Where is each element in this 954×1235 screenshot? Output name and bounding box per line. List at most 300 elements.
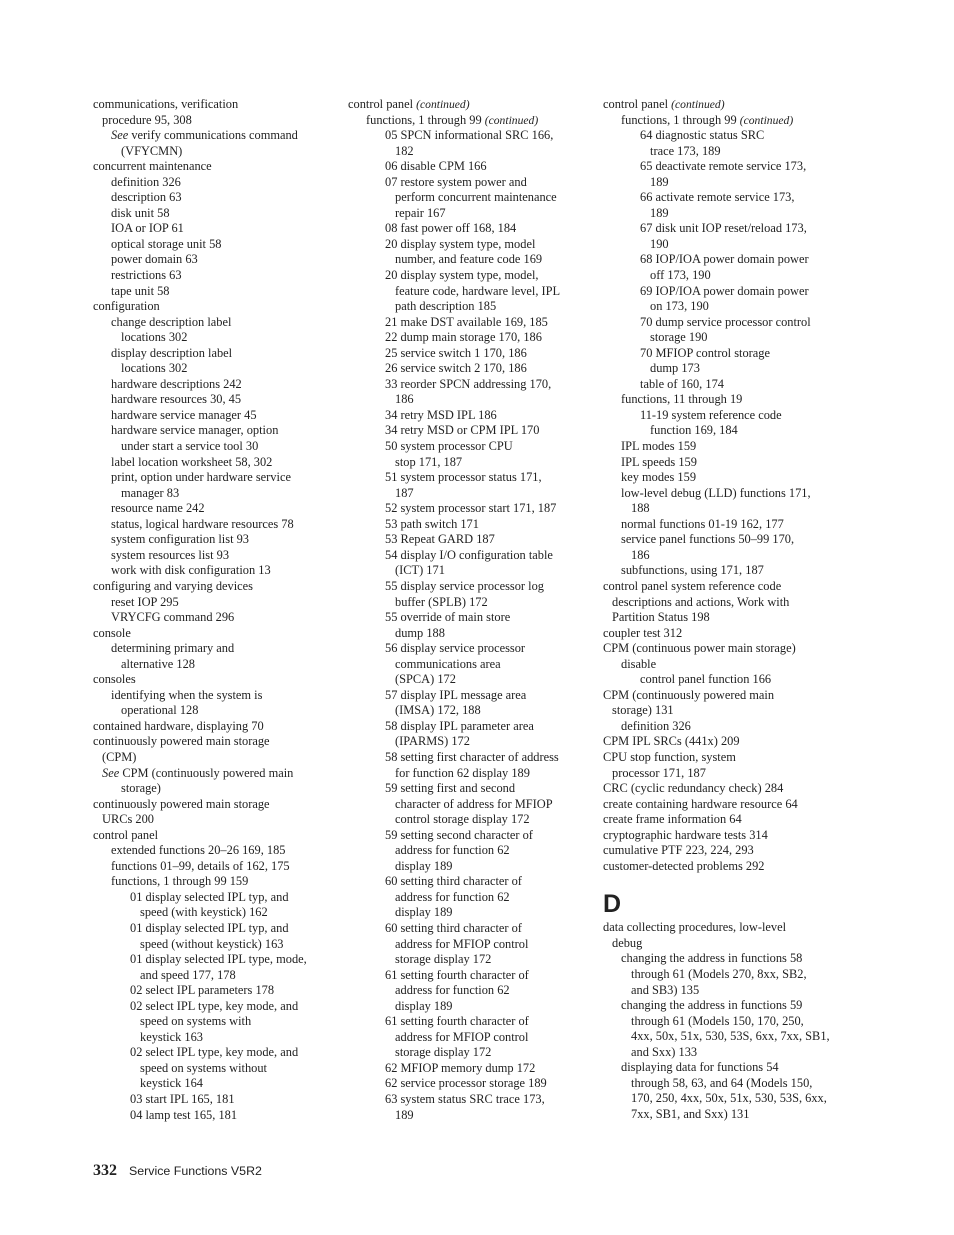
index-entry (348, 952, 588, 968)
index-entry (93, 517, 333, 533)
index-entry-text: 34 retry MSD or CPM IPL 170 (385, 423, 540, 438)
index-entry-text: 07 restore system power and (385, 174, 527, 189)
index-entry (93, 299, 333, 315)
index-entry-text: CPU stop function, system (603, 749, 736, 764)
index-entry (348, 392, 588, 408)
index-entry (603, 501, 848, 517)
index-entry (603, 159, 848, 175)
index-entry (348, 190, 588, 206)
index-entry (348, 284, 588, 300)
index-entry-text: repair 167 (395, 205, 446, 220)
index-entry-text: low-level debug (LLD) functions 171, (621, 485, 811, 500)
index-entry (603, 1076, 848, 1092)
index-entry-text: cumulative PTF 223, 224, 293 (603, 843, 754, 858)
index-entry-text: locations 302 (121, 361, 188, 376)
index-entry-text: 182 (395, 143, 414, 158)
index-entry-text: 68 IOP/IOA power domain power (640, 252, 809, 267)
index-entry (603, 486, 848, 502)
index-entry-text: CRC (cyclic redundancy check) 284 (603, 781, 784, 796)
index-entry (348, 144, 588, 160)
index-entry (93, 719, 333, 735)
index-entry-text: control panel function 166 (640, 672, 772, 687)
index-entry (93, 455, 333, 471)
index-entry (348, 657, 588, 673)
index-entry-text: and SB3) 135 (631, 982, 700, 997)
index-entry-text: communications area (395, 656, 501, 671)
index-entry (348, 812, 588, 828)
index-entry (93, 1092, 333, 1108)
index-entry-text: 58 setting first character of address (385, 749, 559, 764)
index-entry-text: speed on systems without (140, 1060, 267, 1075)
index-entry-text: function 169, 184 (650, 423, 738, 438)
index-entry (348, 268, 588, 284)
index-entry-text: 70 dump service processor control (640, 314, 811, 329)
index-entry-text: (ICT) 171 (395, 563, 445, 578)
index-entry-text: control panel (348, 97, 414, 111)
index-entry-text: disable (621, 656, 657, 671)
see-reference: See (102, 765, 120, 780)
index-entry (603, 1107, 848, 1123)
index-entry-text: dump 173 (650, 361, 700, 376)
index-entry (603, 998, 848, 1014)
index-entry-text: determining primary and (111, 641, 235, 656)
index-entry-text: 34 retry MSD IPL 186 (385, 407, 497, 422)
index-entry-text: 33 reorder SPCN addressing 170, (385, 376, 552, 391)
index-entry (348, 1108, 588, 1124)
index-entry (603, 719, 848, 735)
index-entry-text: control panel (603, 97, 669, 111)
index-entry-text: 70 MFIOP control storage (640, 345, 770, 360)
index-entry-text: control panel (93, 827, 159, 842)
index-entry-text: through 61 (Models 150, 170, 250, (631, 1013, 804, 1028)
index-entry (603, 144, 848, 160)
index-entry (603, 579, 848, 595)
index-entry-text: URCs 200 (102, 812, 154, 827)
index-entry-text: coupler test 312 (603, 625, 683, 640)
index-entry-text: data collecting procedures, low-level (603, 920, 787, 935)
index-entry-text: address for MFIOP control (395, 936, 529, 951)
index-entry-text: 61 setting fourth character of (385, 967, 529, 982)
index-entry (93, 921, 333, 937)
index-entry-text: alternative 128 (121, 656, 195, 671)
index-entry (348, 766, 588, 782)
index-entry-text: 60 setting third character of (385, 920, 522, 935)
index-entry (603, 392, 848, 408)
index-entry-text: cryptographic hardware tests 314 (603, 827, 768, 842)
index-entry (93, 439, 333, 455)
index-entry-text: changing the address in functions 59 (621, 998, 803, 1013)
index-entry (603, 781, 848, 797)
index-entry (603, 920, 848, 936)
index-entry (603, 221, 848, 237)
index-entry-text: (IMSA) 172, 188 (395, 703, 481, 718)
continued-marker: (continued) (739, 113, 794, 127)
index-entry-text: change description label (111, 314, 232, 329)
index-entry (348, 999, 588, 1015)
index-entry (348, 1092, 588, 1108)
index-entry (93, 781, 333, 797)
index-entry (603, 128, 848, 144)
index-entry-text: configuring and varying devices (93, 578, 253, 593)
index-entry-text: 04 lamp test 165, 181 (130, 1107, 238, 1122)
index-entry-text: create frame information 64 (603, 812, 742, 827)
index-entry (93, 501, 333, 517)
index-entry (603, 595, 848, 611)
index-entry (93, 548, 333, 564)
index-entry-text: on 173, 190 (650, 299, 709, 314)
index-entry-text: 64 diagnostic status SRC (640, 128, 765, 143)
index-entry-text: through 61 (Models 270, 8xx, SB2, (631, 966, 807, 981)
index-entry-text: 26 service switch 2 170, 186 (385, 361, 527, 376)
index-entry (348, 361, 588, 377)
index-entry (348, 532, 588, 548)
index-entry (348, 97, 588, 113)
index-entry (348, 828, 588, 844)
index-entry-text: restrictions 63 (111, 268, 182, 283)
index-entry (348, 377, 588, 393)
index-entry-text: 05 SPCN informational SRC 166, (385, 128, 554, 143)
index-entry (348, 859, 588, 875)
index-entry (603, 175, 848, 191)
index-entry-text: 190 (650, 236, 669, 251)
index-entry (93, 1076, 333, 1092)
index-entry (93, 190, 333, 206)
index-entry (93, 175, 333, 191)
index-entry (603, 517, 848, 533)
index-entry (93, 97, 333, 113)
index-entry-text: IOA or IOP 61 (111, 221, 184, 236)
index-entry (348, 408, 588, 424)
index-entry (93, 626, 333, 642)
index-entry (348, 579, 588, 595)
index-entry (348, 563, 588, 579)
index-entry (93, 392, 333, 408)
index-entry-text: 59 setting second character of (385, 827, 533, 842)
index-entry-text: 08 fast power off 168, 184 (385, 221, 517, 236)
index-entry (93, 703, 333, 719)
index-entry (93, 797, 333, 813)
index-entry-text: 62 MFIOP memory dump 172 (385, 1060, 536, 1075)
index-entry (93, 937, 333, 953)
index-entry (93, 579, 333, 595)
index-entry-text: path description 185 (395, 299, 497, 314)
index-entry (603, 688, 848, 704)
index-entry (93, 284, 333, 300)
index-entry (93, 874, 333, 890)
index-entry-text: functions 01–99, details of 162, 175 (111, 858, 290, 873)
index-entry-text: console (93, 625, 131, 640)
index-entry (603, 672, 848, 688)
index-entry (603, 408, 848, 424)
index-entry-text: under start a service tool 30 (121, 439, 259, 454)
index-entry-text: storage display 172 (395, 1045, 492, 1060)
index-entry-text: display 189 (395, 858, 453, 873)
index-entry-text: 55 override of main store (385, 610, 511, 625)
index-entry-text: extended functions 20–26 169, 185 (111, 843, 286, 858)
index-entry (93, 999, 333, 1015)
index-entry-text: subfunctions, using 171, 187 (621, 563, 764, 578)
index-entry (93, 641, 333, 657)
index-entry (93, 408, 333, 424)
index-entry-text: off 173, 190 (650, 268, 711, 283)
index-entry (93, 843, 333, 859)
index-entry-text: 01 display selected IPL typ, and (130, 920, 289, 935)
index-entry-text: continuously powered main storage (93, 796, 270, 811)
index-entry (603, 1060, 848, 1076)
index-entry-text: 01 display selected IPL type, mode, (130, 952, 307, 967)
index-entry (93, 672, 333, 688)
index-entry-text: VRYCFG command 296 (111, 610, 235, 625)
index-entry (603, 936, 848, 952)
index-entry-text: print, option under hardware service (111, 470, 291, 485)
index-entry-text: address for MFIOP control (395, 1029, 529, 1044)
section-letter: D (603, 890, 622, 919)
index-entry-text: CPM (continuously powered main (122, 765, 294, 780)
index-entry (93, 237, 333, 253)
index-entry-text: 170, 250, 4xx, 50x, 51x, 530, 53S, 6xx, (631, 1091, 827, 1106)
index-entry (93, 859, 333, 875)
index-entry (348, 330, 588, 346)
index-entry-text: label location worksheet 58, 302 (111, 454, 273, 469)
index-entry-text: 4xx, 50x, 51x, 530, 53S, 6xx, 7xx, SB1, (631, 1029, 830, 1044)
index-entry-text: 189 (650, 205, 669, 220)
continued-marker: (continued) (416, 98, 470, 111)
index-entry (348, 703, 588, 719)
index-entry (603, 750, 848, 766)
index-entry (603, 423, 848, 439)
index-entry-text: 53 Repeat GARD 187 (385, 532, 495, 547)
continued-marker: (continued) (671, 98, 725, 111)
index-entry (93, 905, 333, 921)
index-entry-text: continuously powered main storage (93, 734, 270, 749)
index-entry-text: 69 IOP/IOA power domain power (640, 283, 809, 298)
index-entry-text: tape unit 58 (111, 283, 170, 298)
index-entry (348, 610, 588, 626)
index-entry-text: system resources list 93 (111, 547, 230, 562)
index-entry-text: work with disk configuration 13 (111, 563, 271, 578)
index-entry (93, 688, 333, 704)
index-entry (93, 734, 333, 750)
index-entry (348, 206, 588, 222)
index-entry (348, 455, 588, 471)
index-entry (348, 113, 588, 129)
index-entry (93, 657, 333, 673)
index-entry (348, 128, 588, 144)
index-entry-text: storage) (121, 781, 161, 796)
index-entry (603, 859, 848, 875)
index-entry (93, 610, 333, 626)
index-column-3 (603, 97, 848, 1122)
index-entry-text: create containing hardware resource 64 (603, 796, 798, 811)
index-entry (348, 921, 588, 937)
index-entry (603, 1091, 848, 1107)
index-entry (93, 563, 333, 579)
index-entry-text: verify communications command (131, 128, 298, 143)
index-entry-text: descriptions and actions, Work with (612, 594, 790, 609)
index-entry-text: keystick 163 (140, 1029, 203, 1044)
index-entry (348, 423, 588, 439)
index-entry (603, 455, 848, 471)
index-entry-text: Partition Status 198 (612, 610, 710, 625)
index-entry (348, 890, 588, 906)
index-entry-text: customer-detected problems 292 (603, 858, 765, 873)
index-entry-text: display 189 (395, 998, 453, 1013)
index-entry (603, 377, 848, 393)
index-entry-text: address for function 62 (395, 889, 510, 904)
index-entry (348, 517, 588, 533)
index-entry-text: IPL modes 159 (621, 439, 697, 454)
index-entry (603, 951, 848, 967)
index-entry-text: 53 path switch 171 (385, 516, 479, 531)
index-entry-text: address for function 62 (395, 983, 510, 998)
index-entry-text: and speed 177, 178 (140, 967, 236, 982)
index-entry-text: manager 83 (121, 485, 180, 500)
index-entry-text: for function 62 display 189 (395, 765, 530, 780)
index-entry (603, 346, 848, 362)
index-entry-text: table of 160, 174 (640, 376, 724, 391)
index-entry-text: displaying data for functions 54 (621, 1060, 779, 1075)
index-entry-text: buffer (SPLB) 172 (395, 594, 488, 609)
index-entry (93, 268, 333, 284)
index-entry (348, 439, 588, 455)
index-entry-text: 186 (631, 547, 650, 562)
index-entry (603, 1029, 848, 1045)
index-entry (93, 750, 333, 766)
index-entry-text: CPM IPL SRCs (441x) 209 (603, 734, 740, 749)
index-entry-text: 56 display service processor (385, 641, 526, 656)
index-entry-text: optical storage unit 58 (111, 236, 222, 251)
index-entry (603, 843, 848, 859)
index-entry-text: normal functions 01-19 162, 177 (621, 516, 784, 531)
index-entry (93, 1030, 333, 1046)
index-entry-text: 22 dump main storage 170, 186 (385, 330, 542, 345)
index-entry (93, 983, 333, 999)
index-entry-text: storage) 131 (612, 703, 674, 718)
index-entry (93, 315, 333, 331)
index-entry-text: 02 select IPL type, key mode, and (130, 1045, 299, 1060)
index-entry (603, 268, 848, 284)
index-entry-text: 7xx, SB1, and Sxx) 131 (631, 1106, 750, 1121)
index-entry (603, 330, 848, 346)
index-entry-text: control storage display 172 (395, 812, 530, 827)
index-entry (603, 734, 848, 750)
index-entry (603, 1045, 848, 1061)
index-entry (603, 812, 848, 828)
index-entry (93, 1014, 333, 1030)
index-entry-text: 59 setting first and second (385, 781, 516, 796)
index-entry (348, 548, 588, 564)
index-entry-text: functions, 1 through 99 159 (111, 874, 249, 889)
index-entry-text: control panel system reference code (603, 578, 782, 593)
index-entry-text: reset IOP 295 (111, 594, 179, 609)
index-entry-text: key modes 159 (621, 470, 697, 485)
index-entry (93, 221, 333, 237)
index-entry-text: 62 service processor storage 189 (385, 1076, 547, 1091)
index-entry-text: through 58, 63, and 64 (Models 150, (631, 1075, 813, 1090)
index-entry-text: 63 system status SRC trace 173, (385, 1092, 545, 1106)
index-entry-text: 02 select IPL parameters 178 (130, 983, 275, 998)
index-entry (603, 439, 848, 455)
index-entry-text: number, and feature code 169 (395, 252, 543, 267)
index-entry (93, 1108, 333, 1124)
index-entry (603, 548, 848, 564)
index-entry-text: 54 display I/O configuration table (385, 547, 553, 562)
index-entry-text: 20 display system type, model, (385, 268, 539, 283)
index-entry-text: hardware descriptions 242 (111, 376, 242, 391)
index-entry-text: dump 188 (395, 625, 445, 640)
index-entry-text: storage display 172 (395, 952, 492, 967)
index-entry (348, 1030, 588, 1046)
index-entry (93, 206, 333, 222)
index-entry-text: (VFYCMN) (121, 143, 183, 158)
index-entry (93, 346, 333, 362)
index-entry (93, 952, 333, 968)
index-entry-text: speed (with keystick) 162 (140, 905, 268, 920)
index-entry (348, 486, 588, 502)
index-entry (348, 159, 588, 175)
index-entry (348, 688, 588, 704)
index-entry-text: power domain 63 (111, 252, 198, 267)
index-entry (603, 284, 848, 300)
index-entry-text: configuration (93, 299, 160, 314)
index-entry (93, 812, 333, 828)
index-entry-text: debug (612, 935, 643, 950)
index-entry-text: status, logical hardware resources 78 (111, 516, 294, 531)
index-entry-text: 20 display system type, model (385, 236, 536, 251)
index-column-1 (93, 97, 333, 1123)
see-reference: See (111, 128, 129, 143)
index-entry (93, 1061, 333, 1077)
index-entry (93, 486, 333, 502)
index-entry-text: 67 disk unit IOP reset/reload 173, (640, 221, 807, 236)
index-entry-text: 06 disable CPM 166 (385, 159, 487, 174)
index-entry-text: changing the address in functions 58 (621, 951, 803, 966)
index-entry (348, 595, 588, 611)
index-entry (603, 113, 848, 129)
index-entry (348, 983, 588, 999)
index-entry-text: speed (without keystick) 163 (140, 936, 284, 951)
index-entry-text: 186 (395, 392, 414, 407)
index-entry (603, 252, 848, 268)
index-entry-text: display 189 (395, 905, 453, 920)
index-entry (603, 641, 848, 657)
index-entry (93, 828, 333, 844)
index-entry (603, 657, 848, 673)
index-entry-text: identifying when the system is (111, 687, 263, 702)
index-entry (348, 874, 588, 890)
index-entry (603, 610, 848, 626)
index-column-2 (348, 97, 588, 1123)
index-entry (603, 361, 848, 377)
index-entry (603, 299, 848, 315)
index-entry (603, 97, 848, 113)
index-entry-text: procedure 95, 308 (102, 112, 192, 127)
index-entry-text: locations 302 (121, 330, 188, 345)
index-entry (93, 595, 333, 611)
book-title: Service Functions V5R2 (129, 1164, 262, 1178)
page-number: 332 (93, 1162, 117, 1179)
index-entry (603, 190, 848, 206)
index-entry-text: 189 (650, 174, 669, 189)
index-entry-text: 50 system processor CPU (385, 439, 513, 454)
index-entry (348, 501, 588, 517)
index-entry-text: processor 171, 187 (612, 765, 706, 780)
index-entry (603, 563, 848, 579)
index-entry (603, 766, 848, 782)
index-entry-text: contained hardware, displaying 70 (93, 718, 264, 733)
index-entry-text: service panel functions 50–99 170, (621, 532, 795, 547)
index-entry-text: stop 171, 187 (395, 454, 463, 469)
